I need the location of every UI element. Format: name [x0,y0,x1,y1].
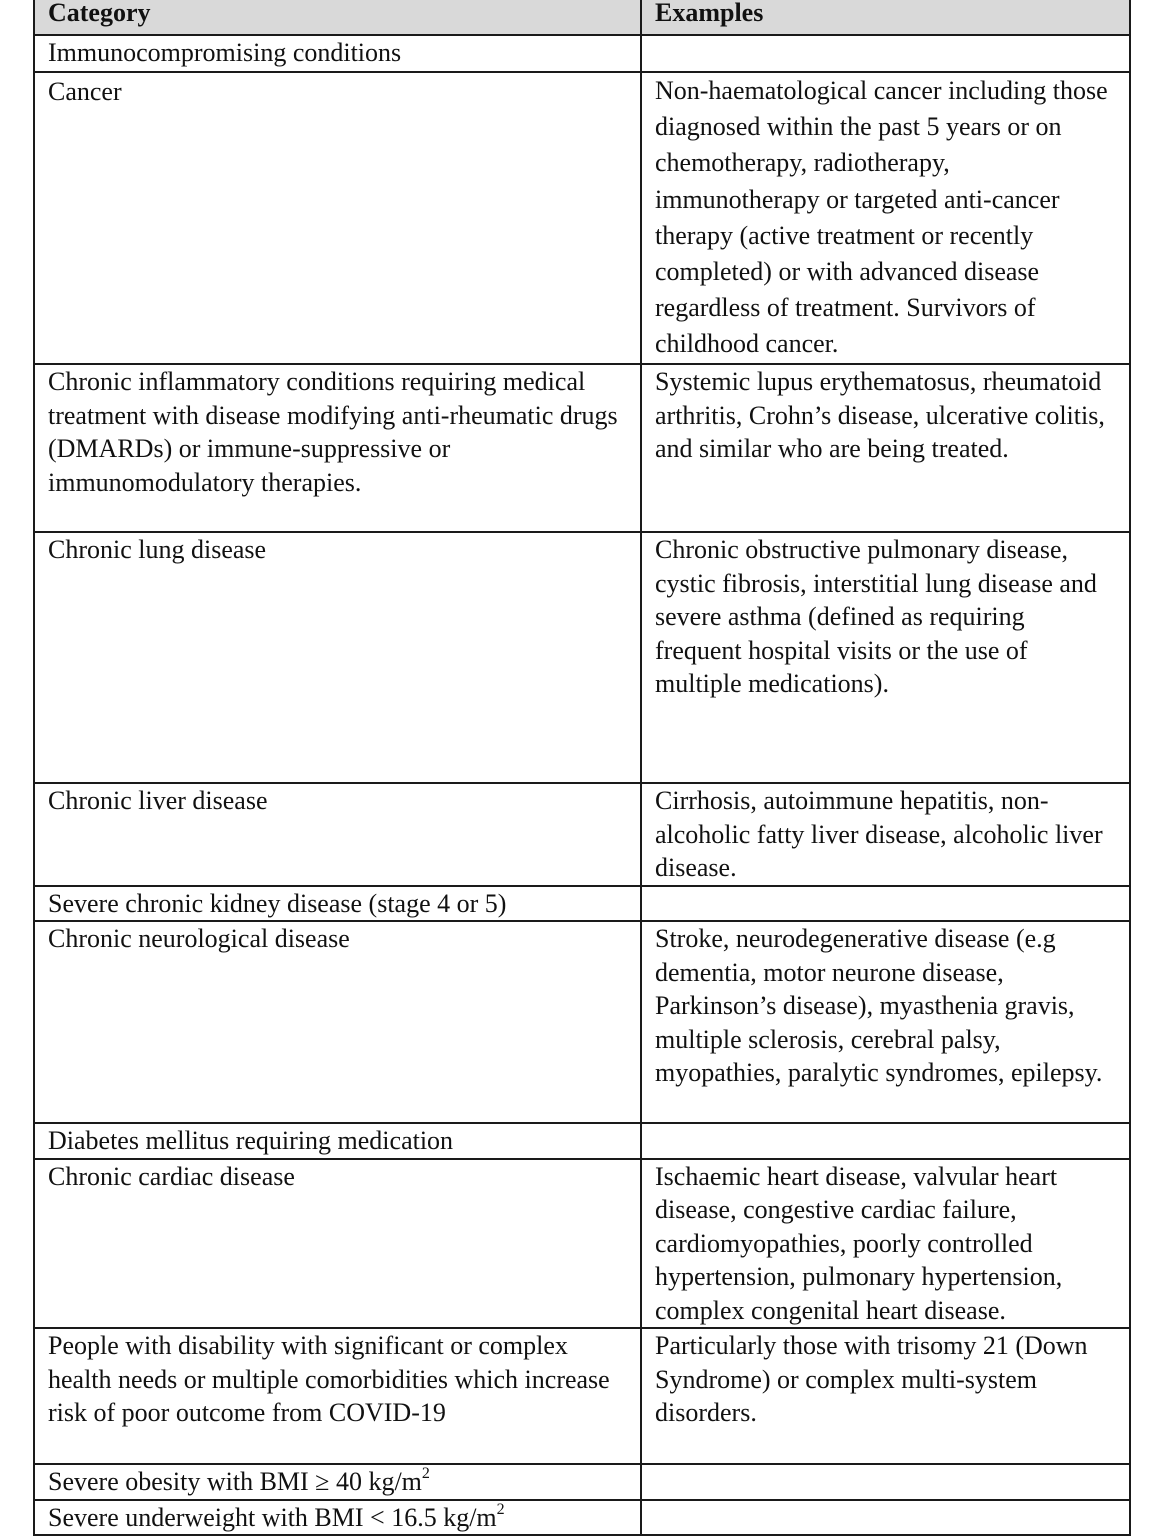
table-row [34,886,1130,922]
table-row [34,1500,1130,1536]
table-header-row [34,0,1130,35]
examples-cell [641,783,1130,886]
category-cell: Diabetes mellitus requiring medication [34,1123,641,1159]
superscript-two: 2 [496,1500,505,1518]
category-cell [34,921,641,1123]
table-row [34,72,1130,364]
category-cell: Immunocompromising conditions [34,35,641,72]
examples-text: Non-haematological cancer including those diagnosed within the past 5 years or on chemotherapy, radiotherapy, immunotherapy or targeted anti-cancer therapy (active treatment or recently completed) or with advanced disease regardless of treatment. Survivors of childhood cancer. [655,76,1108,359]
superscript-two: 2 [421,1465,430,1482]
category-text: Cancer [48,77,122,106]
category-cell [34,1500,641,1536]
table-row [34,783,1130,886]
category-cell [34,72,641,364]
category-cell [34,1328,641,1464]
examples-text: Systemic lupus erythematosus, rheumatoid arthritis, Crohn’s disease, ulcerative colitis, and similar who are being treated. [655,367,1105,463]
category-text: Severe obesity with BMI ≥ 40 kg/m [48,1467,422,1496]
table-row [34,35,1130,72]
examples-cell [641,1159,1130,1329]
examples-text: Ischaemic heart disease, valvular heart disease, congestive cardiac failure, cardiomyopathies, poorly controlled hypertension, pulmonary hypertension, complex congenital heart disease. [655,1161,1063,1325]
category-cell [34,783,641,886]
table-row [34,1159,1130,1329]
examples-cell [641,1328,1130,1464]
examples-cell [641,72,1130,364]
category-cell [34,364,641,532]
examples-cell [641,1500,1130,1536]
conditions-table [33,0,1131,1536]
table-row [34,532,1130,783]
examples-cell [641,1464,1130,1500]
examples-cell [641,35,1130,72]
category-text: Chronic neurological disease [48,924,350,953]
header-examples: Examples [641,0,1130,35]
category-cell [34,532,641,783]
header-category: Category [34,0,641,35]
examples-cell [641,921,1130,1123]
category-text: People with disability with significant or complex health needs or multiple comorbidities which increase risk of poor outcome from COVID-19 [48,1331,610,1427]
examples-cell [641,532,1130,783]
category-cell [34,1159,641,1329]
table-row [34,1123,1130,1159]
examples-text: Particularly those with trisomy 21 (Down Syndrome) or complex multi-system disorders. [655,1331,1088,1427]
examples-text: Chronic obstructive pulmonary disease, cystic fibrosis, interstitial lung disease and severe asthma (defined as requiring frequent hospital visits or the use of multiple medications). [655,535,1097,698]
category-text: Chronic cardiac disease [48,1161,295,1191]
examples-cell [641,364,1130,532]
table-row [34,921,1130,1123]
examples-cell [641,1123,1130,1159]
examples-text: Stroke, neurodegenerative disease (e.g dementia, motor neurone disease, Parkinson’s disease), myasthenia gravis, multiple sclerosis, cerebral palsy, myopathies, paralytic syndromes, epilepsy. [655,924,1103,1087]
examples-cell [641,886,1130,922]
category-text: Severe underweight with BMI < 16.5 kg/m [48,1502,497,1532]
category-text: Chronic liver disease [48,786,268,815]
table-row [34,1328,1130,1464]
category-text: Chronic lung disease [48,535,267,564]
table-row [34,364,1130,532]
table-row [34,1464,1130,1500]
examples-text: Cirrhosis, autoimmune hepatitis, non-alcoholic fatty liver disease, alcoholic liver disease. [655,786,1103,882]
category-text: Chronic inflammatory conditions requiring medical treatment with disease modifying anti-rheumatic drugs (DMARDs) or immune-suppressive or immunomodulatory therapies. [48,367,618,497]
category-cell [34,1464,641,1500]
category-cell: Severe chronic kidney disease (stage 4 or 5) [34,886,641,922]
